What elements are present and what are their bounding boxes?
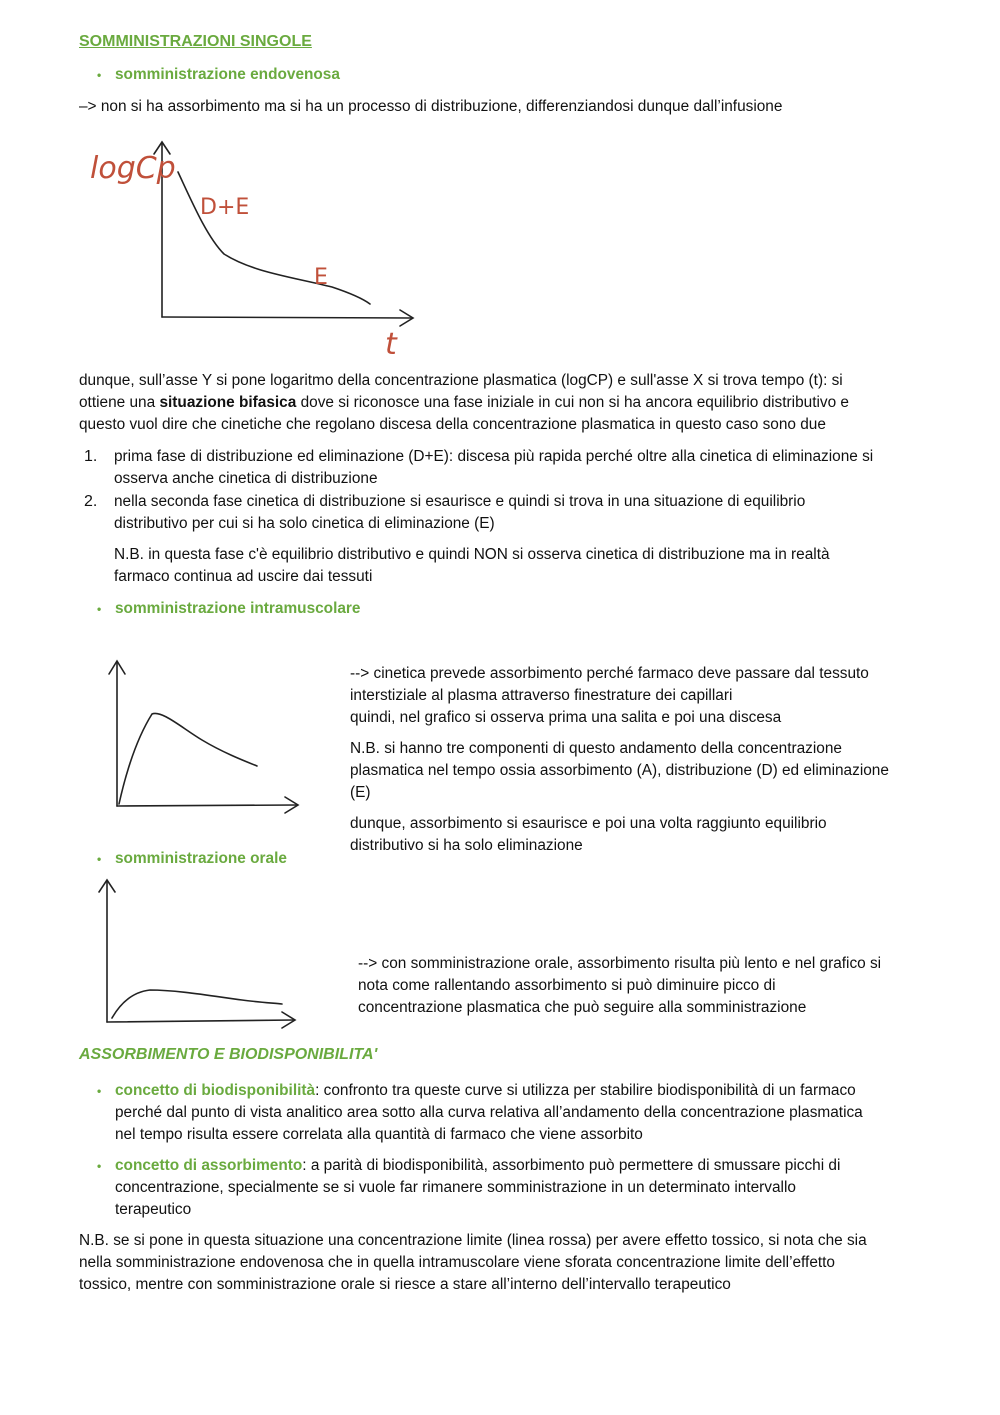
- intramuscolare-text: --> cinetica prevede assorbimento perché farmaco deve passare dal tessuto: [350, 665, 869, 682]
- list-item: [84, 446, 874, 490]
- endovenosa-intro: –> non si ha assorbimento ma si ha un processo di distribuzione, differenziandosi dunque dall’infusione: [79, 98, 783, 115]
- intramuscolare-graph: [82, 648, 332, 833]
- para-line-3: questo vuol dire che cinetiche che regolano discesa della concentrazione plasmatica in questo caso sono due: [79, 416, 826, 433]
- final-nb-line: tossico, mentre con somministrazione orale si riesce a stare all’interno dell’intervallo terapeutico: [79, 1276, 731, 1293]
- bullet-orale: [97, 848, 287, 870]
- heading-intramuscolare: somministrazione intramuscolare: [115, 600, 361, 617]
- nb-line-1: N.B. in questa fase c'è equilibrio distributivo e quindi NON si osserva cinetica di distribuzione ma in realtà: [114, 546, 830, 563]
- list-item-line: prima fase di distribuzione ed eliminazione (D+E): discesa più rapida perché oltre alla cinetica di eliminazione si: [114, 448, 874, 465]
- list-number: 1.: [84, 448, 98, 465]
- bullet-dot-icon: •: [97, 68, 102, 82]
- concentration-curve: [112, 990, 282, 1018]
- heading-endovenosa: somministrazione endovenosa: [115, 66, 340, 83]
- orale-text: concentrazione plasmatica che può seguire alla somministrazione: [358, 999, 807, 1016]
- x-axis: [117, 805, 297, 806]
- bullet-dot-icon: •: [97, 852, 102, 866]
- para-line-2-end: dove si riconosce una fase iniziale in cui non si ha ancora equilibrio distributivo e: [296, 394, 849, 411]
- list-number: 2.: [84, 493, 98, 510]
- intramuscolare-text: distributivo si ha solo eliminazione: [350, 837, 583, 854]
- concentration-curve: [178, 172, 370, 304]
- bullet-assorbimento: [97, 1155, 841, 1177]
- orale-text: --> con somministrazione orale, assorbimento risulta più lento e nel grafico si: [358, 955, 882, 972]
- heading-orale: somministrazione orale: [115, 850, 287, 867]
- bullet-line: nel tempo risulta essere correlata alla quantità di farmaco che viene assorbito: [115, 1126, 643, 1143]
- bullet-line: perché dal punto di vista analitico area sotto alla curva relativa all’andamento della concentrazione plasmatica: [115, 1104, 863, 1121]
- intramuscolare-text: quindi, nel grafico si osserva prima una salita e poi una discesa: [350, 709, 782, 726]
- section-heading-biodisponibilita: ASSORBIMENTO E BIODISPONIBILITA': [79, 1046, 378, 1063]
- para-line-2: [79, 392, 849, 414]
- orale-text: nota come rallentando assorbimento si può diminuire picco di: [358, 977, 776, 994]
- list-item-line: nella seconda fase cinetica di distribuzione si esaurisce e quindi si trova in una situazione di equilibrio: [114, 493, 806, 510]
- list-item-line: osserva anche cinetica di distribuzione: [114, 470, 378, 487]
- phase2-label: E: [314, 265, 328, 290]
- bullet-dot-icon: •: [97, 1084, 102, 1098]
- phase1-label: D+E: [200, 195, 250, 220]
- final-nb-line: N.B. se si pone in questa situazione una concentrazione limite (linea rossa) per avere effetto tossico, si nota che sia: [79, 1232, 867, 1249]
- para-line-1: dunque, sull’asse Y si pone logaritmo della concentrazione plasmatica (logCP) e sull'asse X si trova tempo (t): si: [79, 372, 843, 389]
- orale-graph: [82, 872, 332, 1032]
- intramuscolare-text: (E): [350, 784, 371, 801]
- x-axis: [107, 1020, 294, 1022]
- concentration-curve: [119, 713, 257, 804]
- intramuscolare-text: N.B. si hanno tre componenti di questo andamento della concentrazione: [350, 740, 842, 757]
- bullet-dot-icon: •: [97, 1159, 102, 1173]
- x-axis: [162, 317, 412, 318]
- concept-label: concetto di biodisponibilità: [115, 1082, 316, 1099]
- endovenosa-graph: [82, 132, 442, 362]
- y-axis-label: logCp: [90, 151, 176, 186]
- concept-label: concetto di assorbimento: [115, 1157, 303, 1174]
- bullet-line: [115, 1080, 856, 1102]
- bold-bifasica: situazione bifasica: [159, 394, 297, 411]
- section-title: SOMMINISTRAZIONI SINGOLE: [79, 33, 312, 50]
- list-item-line: distributivo per cui si ha solo cinetica di eliminazione (E): [114, 515, 495, 532]
- concept-text: : a parità di biodisponibilità, assorbimento può permettere di smussare picchi di: [302, 1157, 841, 1174]
- bullet-biodisponibilita: [97, 1080, 856, 1102]
- bullet-endovenosa: [97, 64, 340, 86]
- para-line-2-start: ottiene una: [79, 394, 160, 411]
- concept-text: : confronto tra queste curve si utilizza per stabilire biodisponibilità di un farmaco: [315, 1082, 856, 1099]
- final-nb-line: nella somministrazione endovenosa che in quella intramuscolare viene sforata concentrazione limite dell’effetto: [79, 1254, 835, 1271]
- intramuscolare-text: interstiziale al plasma attraverso finestrature dei capillari: [350, 687, 733, 704]
- bullet-line: terapeutico: [115, 1201, 192, 1218]
- x-axis-label: t: [385, 327, 397, 362]
- list-item: [84, 491, 806, 535]
- bullet-intramuscolare: [97, 598, 361, 620]
- nb-line-2: farmaco continua ad uscire dai tessuti: [114, 568, 373, 585]
- intramuscolare-text: plasmatica nel tempo ossia assorbimento (A), distribuzione (D) ed eliminazione: [350, 762, 889, 779]
- intramuscolare-text: dunque, assorbimento si esaurisce e poi una volta raggiunto equilibrio: [350, 815, 827, 832]
- bullet-dot-icon: •: [97, 602, 102, 616]
- bullet-line: [115, 1155, 840, 1177]
- bullet-line: concentrazione, specialmente se si vuole far rimanere somministrazione in un determinato intervallo: [115, 1179, 796, 1196]
